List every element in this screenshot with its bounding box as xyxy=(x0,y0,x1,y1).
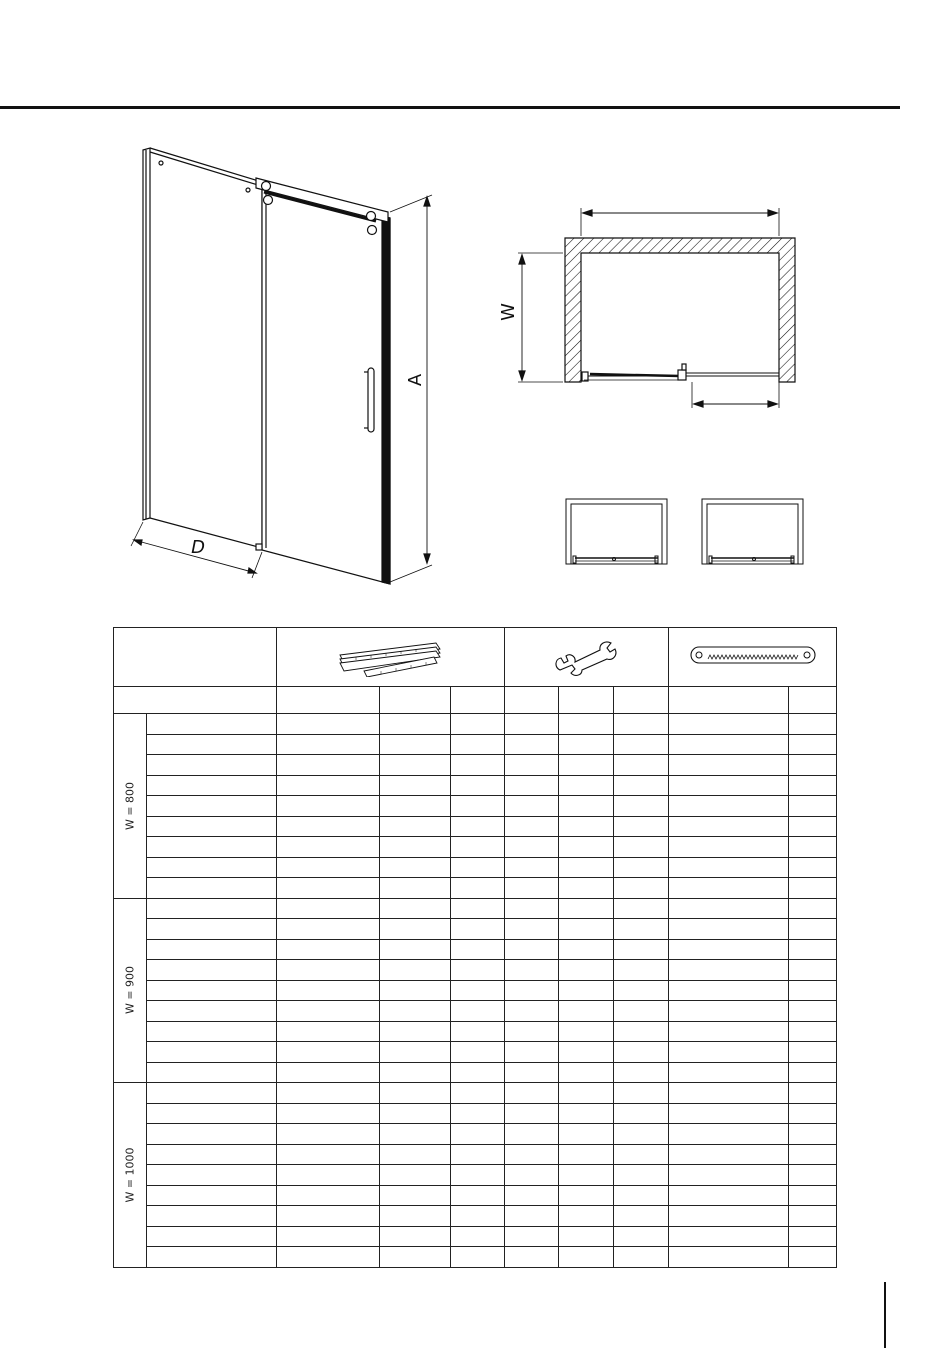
table-row xyxy=(114,980,837,1001)
group-label: W = 1000 xyxy=(123,1147,137,1203)
table-row xyxy=(114,1144,837,1165)
table-row xyxy=(114,1226,837,1247)
shower-plan-view xyxy=(518,208,795,408)
table-row xyxy=(114,755,837,776)
table-row xyxy=(114,898,837,919)
header-blank-cell xyxy=(114,628,277,687)
shower-diagrams xyxy=(0,0,950,620)
table-row xyxy=(114,837,837,858)
dimension-label-d: D xyxy=(191,537,205,558)
group-label-cell xyxy=(114,898,147,1083)
table-row xyxy=(114,1083,837,1104)
table-row xyxy=(114,1185,837,1206)
page-edge-rule xyxy=(884,1282,886,1348)
header-wrench-cell xyxy=(505,628,669,687)
table-row xyxy=(114,919,837,940)
table-row xyxy=(114,1001,837,1022)
table-row xyxy=(114,878,837,899)
configuration-left xyxy=(566,499,667,564)
group-label-cell xyxy=(114,1083,147,1268)
table-row xyxy=(114,1103,837,1124)
table-row xyxy=(114,734,837,755)
group-label-cell xyxy=(114,714,147,899)
table-row xyxy=(114,1247,837,1268)
table-row xyxy=(114,775,837,796)
table-row xyxy=(114,796,837,817)
configuration-right xyxy=(702,499,803,564)
table-row xyxy=(114,1042,837,1063)
table-row xyxy=(114,1206,837,1227)
shower-door-perspective xyxy=(131,148,432,584)
table-row xyxy=(114,1124,837,1145)
table-row xyxy=(114,1062,837,1083)
dimensions-table xyxy=(113,627,837,1268)
dimension-label-w: W xyxy=(498,303,519,321)
tools-header-row xyxy=(114,628,837,687)
group-label: W = 800 xyxy=(123,781,137,830)
column-header-row xyxy=(114,687,837,714)
table-row xyxy=(114,939,837,960)
header-saw-cell xyxy=(669,628,837,687)
table-row xyxy=(114,1165,837,1186)
table-row xyxy=(114,1021,837,1042)
group-label: W = 900 xyxy=(123,966,137,1015)
table-row xyxy=(114,857,837,878)
table-row xyxy=(114,816,837,837)
table-row xyxy=(114,960,837,981)
wrench-icon xyxy=(552,667,622,679)
folding-rule-icon xyxy=(336,668,446,680)
saw-blade-icon xyxy=(688,662,818,674)
table-row xyxy=(114,714,837,735)
dimension-label-a: A xyxy=(405,373,426,387)
header-measure-cell xyxy=(277,628,505,687)
